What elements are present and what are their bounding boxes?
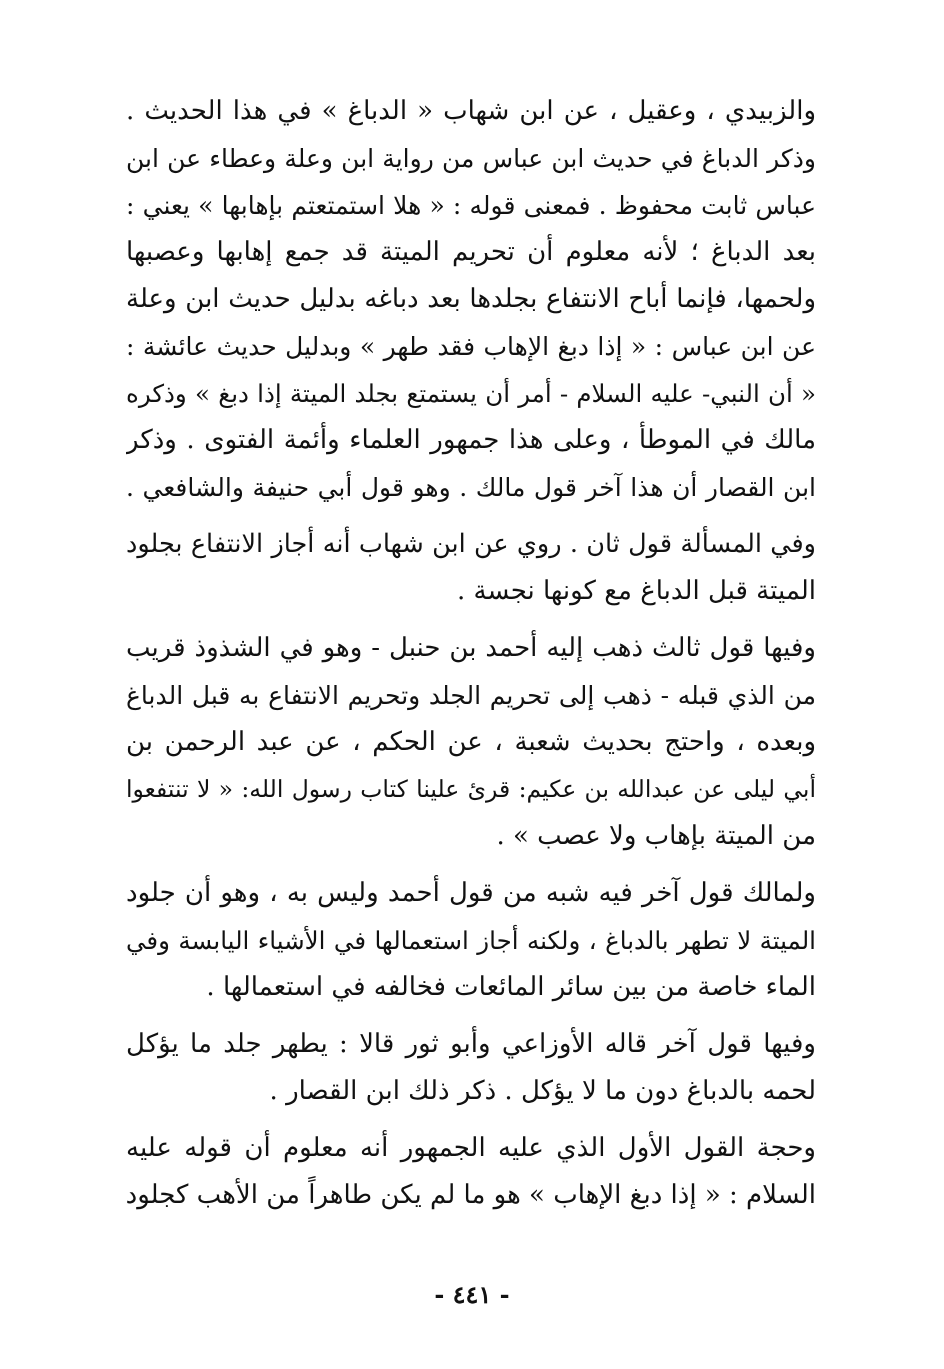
paragraph-1	[126, 88, 816, 511]
text-line: من الميتة بإهاب ولا عصب » .	[496, 821, 816, 851]
text-line: وفيها قول آخر قاله الأوزاعي وأبو ثور قالا : يطهر جلد ما يؤكل	[126, 1029, 816, 1059]
text-line: لحمه بالدباغ دون ما لا يؤكل . ذكر ذلك ابن القصار .	[269, 1076, 816, 1106]
text-line: من الذي قبله - ذهب إلى تحريم الجلد وتحريم الانتفاع به قبل الدباغ	[126, 681, 816, 710]
text-line: وفي المسألة قول ثان . روي عن ابن شهاب أنه أجاز الانتفاع بجلود	[126, 529, 816, 559]
paragraph-3	[126, 625, 816, 860]
text-line: والزبيدي ، وعقيل ، عن ابن شهاب « الدباغ » في هذا الحديث .	[126, 96, 816, 126]
paragraph-4	[126, 870, 816, 1011]
text-line: عن ابن عباس : « إذا دبغ الإهاب فقد طهر » وبدليل حديث عائشة :	[126, 332, 816, 361]
text-line: أبي ليلى عن عبدالله بن عكيم: قرئ علينا كتاب رسول الله: « لا تنتفعوا	[126, 775, 816, 803]
body-text	[126, 88, 816, 1219]
text-line: السلام : « إذا دبغ الإهاب » هو ما لم يكن طاهراً من الأهب كجلود	[126, 1180, 816, 1210]
text-line: الميتة لا تطهر بالدباغ ، ولكنه أجاز استعمالها في الأشياء اليابسة وفي	[126, 926, 816, 955]
text-line: ولمالك قول آخر فيه شبه من قول أحمد وليس به ، وهو أن جلود	[126, 878, 816, 908]
paragraph-gap	[126, 860, 816, 870]
page-number: - ٤٤١ -	[434, 1280, 510, 1309]
text-line: مالك في الموطأ ، وعلى هذا جمهور العلماء وأئمة الفتوى . وذكر	[126, 425, 816, 455]
text-line: بعد الدباغ ؛ لأنه معلوم أن تحريم الميتة قد جمع إهابها وعصبها	[126, 237, 816, 267]
paragraph-gap	[126, 1011, 816, 1021]
text-line: عباس ثابت محفوظ . فمعنى قوله : « هلا استمتعتم بإهابها » يعني :	[126, 191, 816, 220]
text-line: ابن القصار أن هذا آخر قول مالك . وهو قول أبي حنيفة والشافعي .	[126, 473, 816, 502]
text-line: وذكر الدباغ في حديث ابن عباس من رواية ابن وعلة وعطاء عن ابن	[126, 144, 816, 173]
paragraph-6	[126, 1125, 816, 1219]
text-line: الماء خاصة من بين سائر المائعات فخالفه في استعمالها .	[206, 972, 816, 1002]
paragraph-gap	[126, 511, 816, 521]
text-line: الميتة قبل الدباغ مع كونها نجسة .	[457, 576, 816, 606]
paragraph-5	[126, 1021, 816, 1115]
paragraph-2	[126, 521, 816, 615]
text-line: وفيها قول ثالث ذهب إليه أحمد بن حنبل - وهو في الشذوذ قريب	[126, 633, 816, 663]
text-line: وحجة القول الأول الذي عليه الجمهور أنه معلوم أن قوله عليه	[126, 1133, 816, 1163]
text-line: « أن النبي- عليه السلام - أمر أن يستمتع بجلد الميتة إذا دبغ » وذكره	[126, 379, 816, 408]
text-line: وبعده ، واحتج بحديث شعبة ، عن الحكم ، عن عبد الرحمن بن	[126, 727, 816, 757]
paragraph-gap	[126, 615, 816, 625]
text-line: ولحمها، فإنما أباح الانتفاع بجلدها بعد دباغه بدليل حديث ابن وعلة	[126, 284, 816, 314]
paragraph-gap	[126, 1115, 816, 1125]
